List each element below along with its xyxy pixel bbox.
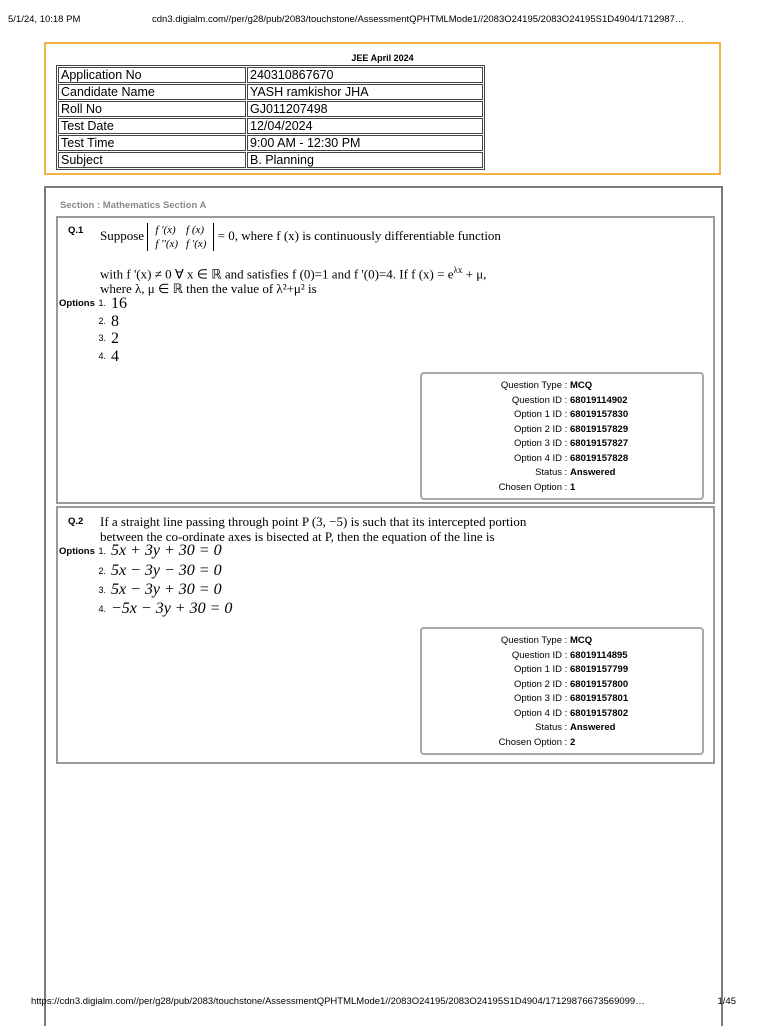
meta-key: Question ID [511, 649, 562, 661]
info-key: Roll No [58, 101, 246, 117]
info-value: YASH ramkishor JHA [247, 84, 483, 100]
meta-row: Status : Answered [422, 721, 702, 736]
question-2 [56, 506, 715, 764]
meta-row: Chosen Option : 2 [422, 736, 702, 751]
info-key: Test Time [58, 135, 246, 151]
question-text-line-2: between the co-ordinate axes is bisected at P, then the equation of the line is [100, 529, 495, 544]
meta-value: MCQ [570, 635, 593, 646]
option-number: 3. [98, 333, 106, 343]
meta-key: Option 2 ID [513, 678, 562, 690]
page-number: 1/45 [717, 996, 736, 1007]
meta-key: Option 3 ID [513, 693, 562, 704]
question-1 [56, 216, 715, 504]
meta-key: Option 1 ID [513, 664, 562, 675]
info-value: B. Planning [247, 152, 483, 168]
meta-row: Option 3 ID : 68019157801 [422, 692, 702, 707]
option-number: 2. [98, 316, 106, 326]
meta-key: Question Type [500, 635, 562, 646]
meta-value: MCQ [570, 380, 593, 391]
meta-value: 1 [570, 481, 576, 493]
meta-row: Chosen Option : 1 [422, 481, 702, 496]
option-number: 1. [98, 546, 106, 556]
option-number: 4. [98, 351, 106, 361]
matrix-cell: f '(x) [186, 238, 207, 250]
question-text: Suppose [100, 227, 145, 243]
meta-row: Question ID : 68019114895 [422, 649, 702, 664]
option-number: 1. [98, 298, 106, 308]
print-url: cdn3.digialm.com//per/g28/pub/2083/touchstone/AssessmentQPHTMLMode1//2083O24195/2083O24195S1D4904/1712987… [152, 14, 685, 25]
meta-value: 68019157802 [570, 707, 629, 719]
matrix-cell: f ''(x) [155, 238, 179, 250]
question-meta-panel [420, 627, 704, 755]
meta-row: Option 2 ID : 68019157800 [422, 678, 702, 693]
determinant-matrix [147, 223, 214, 251]
meta-value: Answered [570, 467, 616, 478]
section-panel [44, 186, 723, 1026]
meta-key: Chosen Option [498, 736, 562, 748]
question-text-line-3: where λ, μ ∈ ℝ then the value of λ²+μ² is [100, 281, 317, 296]
meta-value: 68019114895 [570, 649, 628, 661]
meta-key: Status [535, 722, 562, 733]
meta-row: Option 1 ID : 68019157799 [422, 663, 702, 678]
options-label: Options [59, 298, 95, 309]
question-label: Q.2 [68, 516, 84, 527]
meta-key: Option 1 ID [513, 409, 562, 420]
meta-key: Option 3 ID [513, 438, 562, 449]
meta-key: Status [535, 467, 562, 478]
options-label: Options [59, 546, 95, 557]
option-number: 3. [98, 585, 106, 595]
option-value: 5x − 3y − 30 = 0 [111, 562, 222, 579]
meta-value: 68019157830 [570, 409, 629, 420]
meta-value: 68019157828 [570, 452, 629, 464]
info-row [58, 101, 483, 117]
option-value: 16 [111, 295, 127, 312]
info-key: Test Date [58, 118, 246, 134]
option-number: 2. [98, 566, 106, 576]
info-row [58, 135, 483, 151]
meta-value: 2 [570, 736, 576, 748]
print-datetime: 5/1/24, 10:18 PM [8, 14, 81, 25]
question-text-line-2: with f '(x) ≠ 0 ∀ x ∈ ℝ and satisfies f (0)=1 and f '(0)=4. If f $(x) = e^{\lambda x} + \mu$, [100, 265, 487, 282]
meta-row: Option 4 ID : 68019157802 [422, 707, 702, 722]
info-value: GJ011207498 [247, 101, 483, 117]
meta-key: Question ID [511, 394, 562, 406]
meta-value: 68019114902 [570, 394, 628, 406]
meta-row: Option 4 ID : 68019157828 [422, 452, 702, 467]
candidate-info-table [56, 65, 485, 170]
info-key: Application No [58, 67, 246, 83]
option-value: 5x − 3y + 30 = 0 [111, 581, 222, 598]
info-value: 240310867670 [247, 67, 483, 83]
meta-key: Option 4 ID [513, 452, 562, 464]
meta-value: Answered [570, 722, 616, 733]
matrix-cell: f '(x) [155, 224, 176, 236]
question-text-line-1: If a straight line passing through point P (3, −5) is such that its intercepted portion [100, 514, 527, 529]
info-row [58, 67, 483, 83]
question-meta-panel [420, 372, 704, 500]
meta-row: Option 1 ID : 68019157830 [422, 408, 702, 423]
question-label: Q.1 [68, 225, 84, 236]
question-text-line-1 [100, 223, 501, 251]
meta-row: Question Type : MCQ [422, 379, 702, 394]
print-footer [0, 996, 768, 1012]
meta-value: 68019157829 [570, 423, 629, 435]
meta-value: 68019157827 [570, 438, 629, 449]
info-key: Subject [58, 152, 246, 168]
meta-key: Option 4 ID [513, 707, 562, 719]
meta-row: Question Type : MCQ [422, 634, 702, 649]
meta-row: Option 3 ID : 68019157827 [422, 437, 702, 452]
meta-row: Question ID : 68019114902 [422, 394, 702, 409]
meta-value: 68019157799 [570, 664, 629, 675]
meta-key: Chosen Option [498, 481, 562, 493]
matrix-cell: f (x) [186, 224, 205, 236]
meta-key: Question Type [500, 380, 562, 391]
info-row [58, 84, 483, 100]
section-title: Section : Mathematics Section A [60, 200, 207, 211]
meta-row: Option 2 ID : 68019157829 [422, 423, 702, 438]
meta-value: 68019157801 [570, 693, 629, 704]
print-header [0, 14, 768, 30]
candidate-info-panel [44, 42, 721, 175]
info-value: 12/04/2024 [247, 118, 483, 134]
option-value: 8 [111, 313, 119, 330]
info-value: 9:00 AM - 12:30 PM [247, 135, 483, 151]
option-number: 4. [98, 604, 106, 614]
option-value: 4 [111, 348, 119, 365]
meta-key: Option 2 ID [513, 423, 562, 435]
exam-title: JEE April 2024 [351, 53, 414, 63]
option-value: 5x + 3y + 30 = 0 [111, 542, 222, 559]
info-row [58, 118, 483, 134]
question-text: = 0, where f (x) is continuously differentiable function [217, 227, 501, 243]
info-key: Candidate Name [58, 84, 246, 100]
option-value: −5x − 3y + 30 = 0 [111, 600, 233, 617]
print-footer-url: https://cdn3.digialm.com//per/g28/pub/2083/touchstone/AssessmentQPHTMLMode1//2083O24195/2083O24195S1D4904/17129876673569099… [31, 996, 645, 1007]
option-value: 2 [111, 330, 119, 347]
info-row [58, 152, 483, 168]
meta-row: Status : Answered [422, 466, 702, 481]
meta-value: 68019157800 [570, 678, 629, 690]
